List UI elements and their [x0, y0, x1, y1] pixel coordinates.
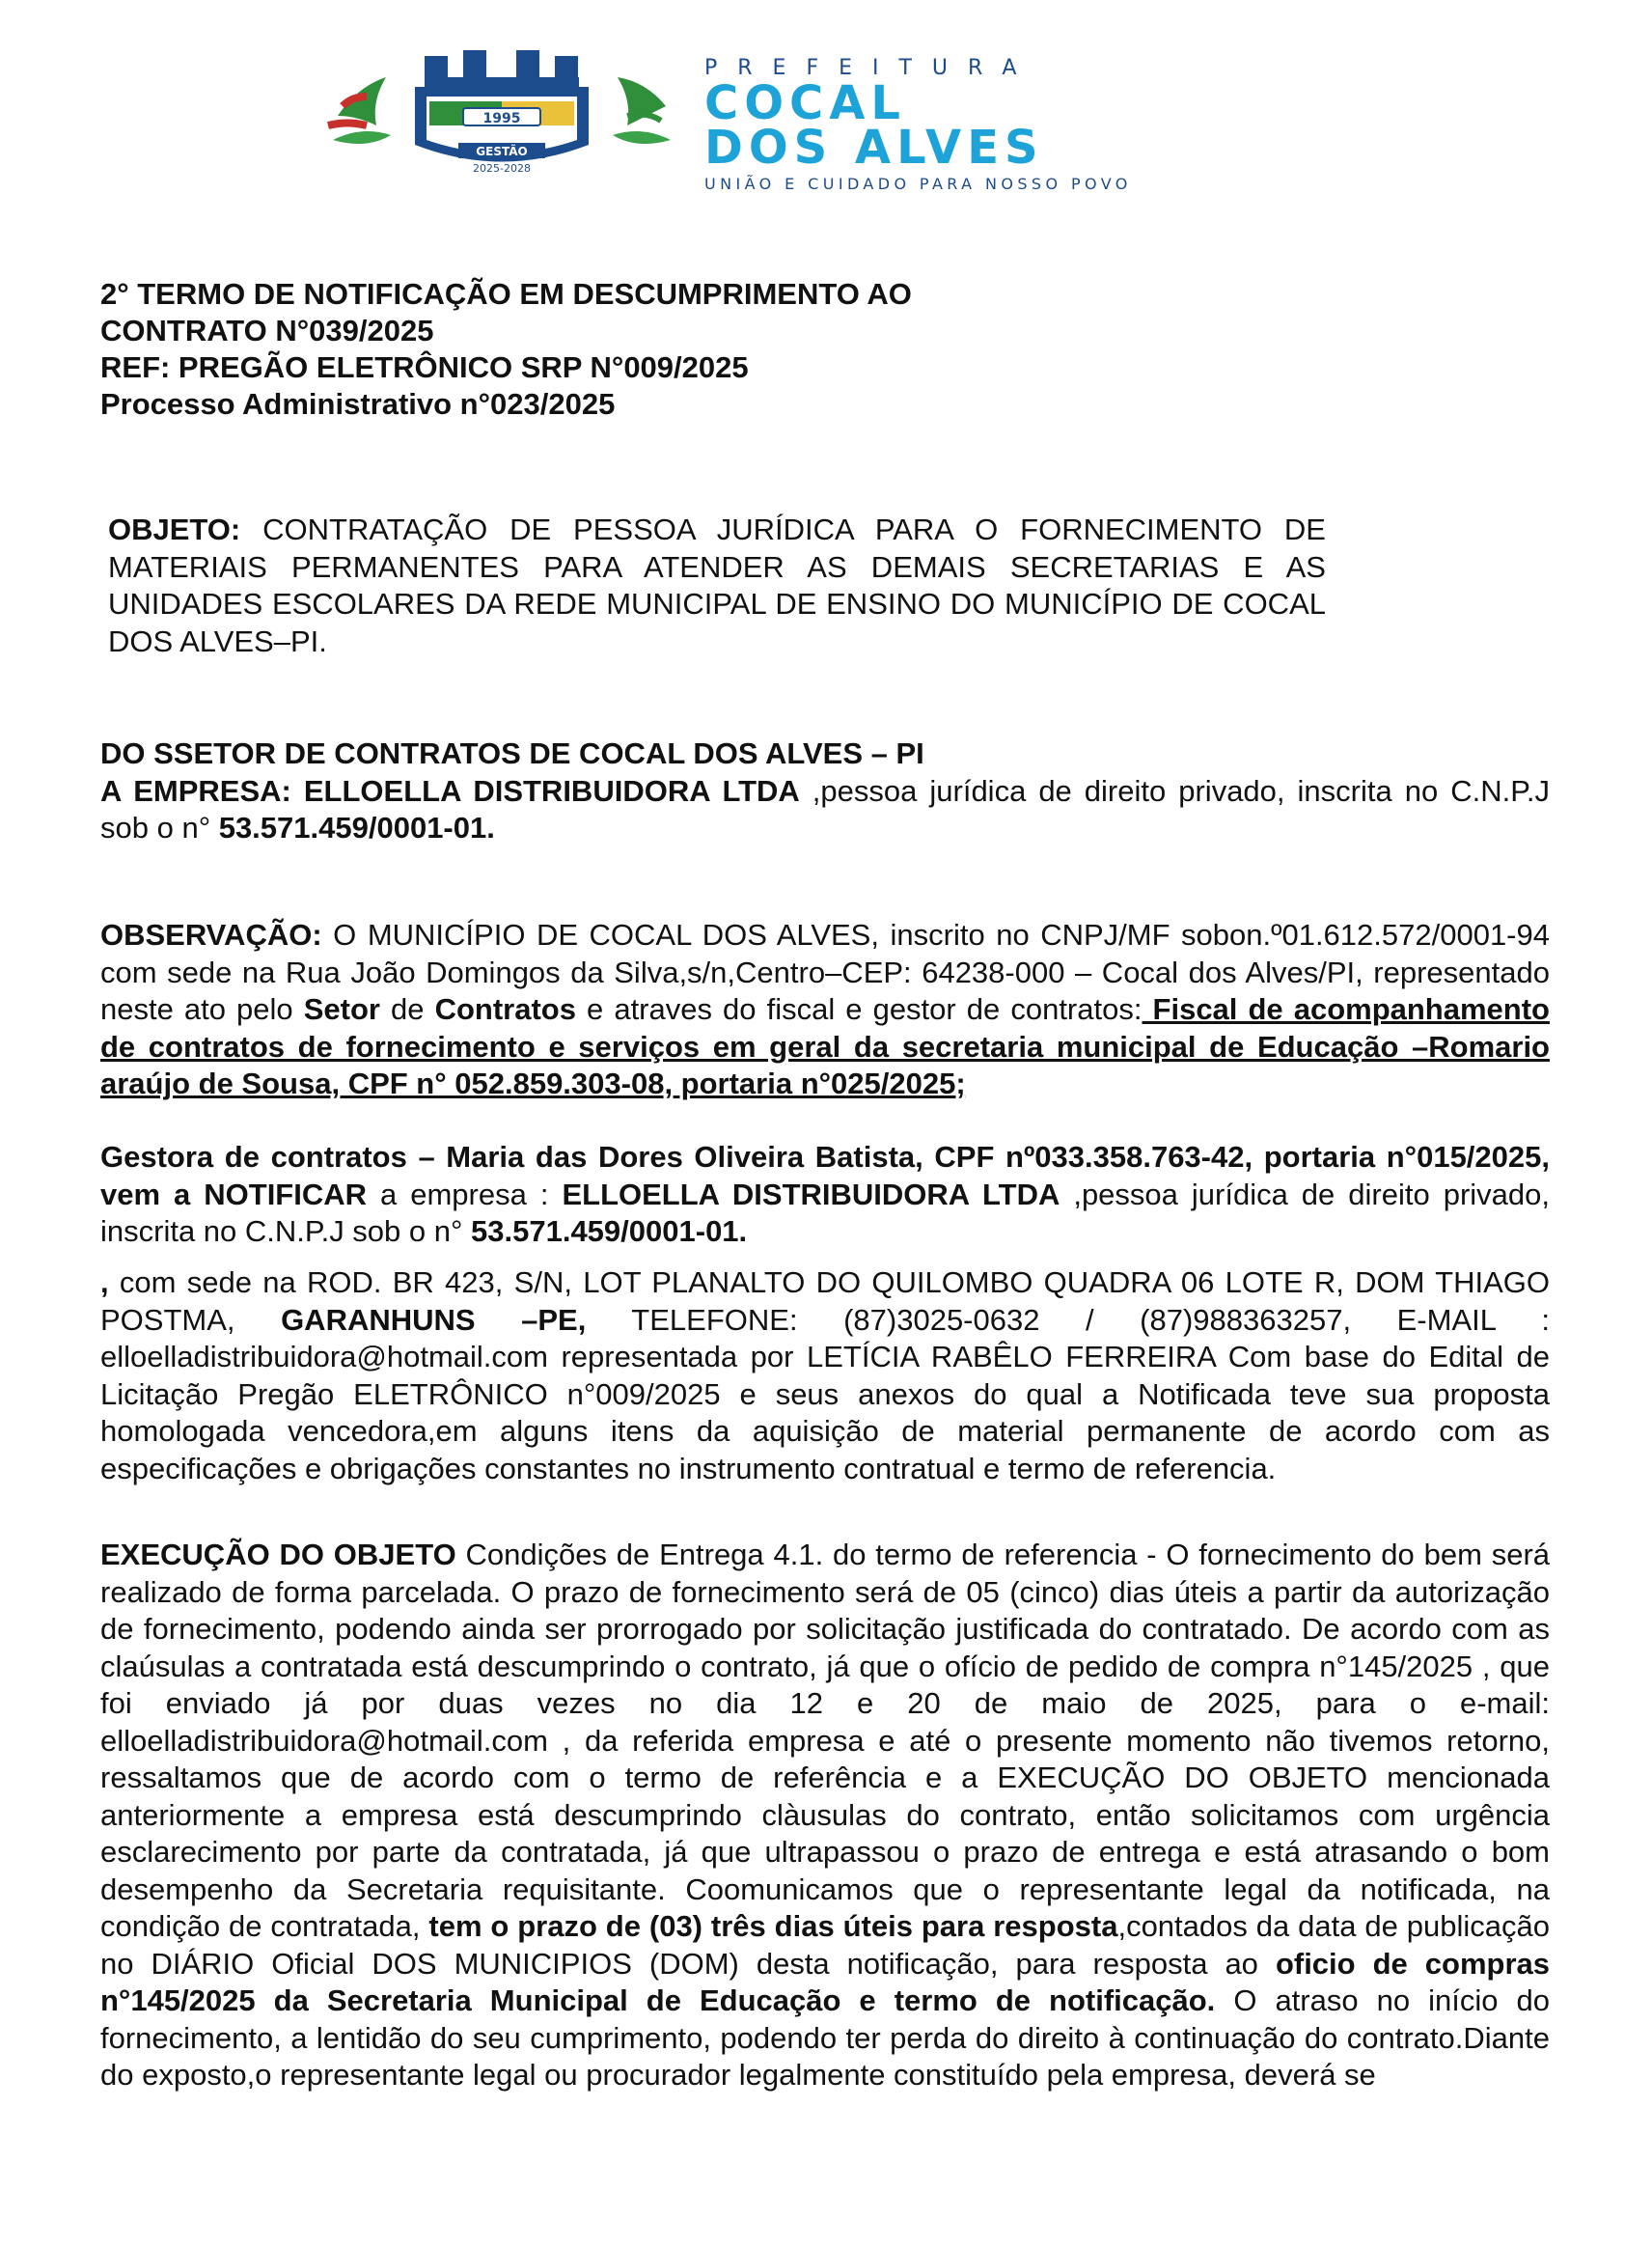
brand-wordmark	[704, 56, 1361, 193]
empresa-line: A EMPRESA: ELLOELLA DISTRIBUIDORA LTDA ,pessoa jurídica de direito privado, inscrita no C.N.P.J sob o n° 53.571.459/0001-01.	[100, 773, 1550, 845]
brand-prefix: PREFEITURA	[704, 56, 1037, 80]
crest-period: 2025-2028	[473, 162, 531, 175]
title-line-4: Processo Administrativo n°023/2025	[100, 387, 616, 421]
brand-slogan: UNIÃO E CUIDADO PARA NOSSO POVO	[704, 175, 1132, 193]
castle-towers-icon	[425, 50, 579, 87]
sede-city: GARANHUNS –PE,	[281, 1302, 587, 1337]
execucao-label: EXECUÇÃO DO OBJETO	[100, 1538, 456, 1571]
brand-line-2: DOS ALVES	[704, 121, 1044, 175]
title-line-3: REF: PREGÃO ELETRÔNICO SRP N°009/2025	[100, 350, 749, 384]
objeto-paragraph	[100, 512, 1326, 660]
gestora-label: Gestora de contratos – Maria das Dores Oliveira Batista, CPF nº033.358.763-42, portaria n°015/2025, vem a NOTIFICAR	[100, 1140, 1550, 1211]
notice-title	[100, 276, 1550, 423]
objeto-label: OBJETO:	[108, 513, 241, 546]
setor-paragraph	[100, 735, 1550, 847]
crest-emblem	[318, 48, 685, 179]
crest-year: 1995	[482, 111, 521, 126]
crest-gestao: GESTÃO	[476, 145, 528, 158]
fiscal-reference: Fiscal de acompanhamento de contratos de fornecimento e serviços em geral da secretaria municipal de Educação –Romario araújo de Sousa, CPF n° 052.859.303-08, portaria n°025/2025;	[100, 992, 1550, 1100]
observacao-label: OBSERVAÇÃO:	[100, 918, 322, 952]
header-logo	[318, 48, 1361, 193]
right-plant-icon	[613, 77, 671, 144]
brand-line-1: COCAL	[704, 76, 906, 130]
objeto-text: CONTRATAÇÃO DE PESSOA JURÍDICA PARA O FORNECIMENTO DE MATERIAIS PERMANENTES PARA ATENDER AS DEMAIS SECRETARIAS E AS UNIDADES ESCOLARES DA REDE MUNICIPAL DE ENSINO DO MUNICÍPIO DE COCAL DOS ALVES–PI.	[108, 513, 1326, 658]
empresa-cnpj: 53.571.459/0001-01.	[218, 811, 495, 845]
sede-paragraph: , com sede na ROD. BR 423, S/N, LOT PLANALTO DO QUILOMBO QUADRA 06 LOTE R, DOM THIAGO POSTMA, GARANHUNS –PE, TELEFONE: (87)3025-0632 / (87)988363257, E-MAIL : elloelladistribuidora@hotmail.com representada por LETÍCIA RABÊLO FERREIRA Com base do Edital de Licitação Pregão ELETRÔNICO n°009/2025 e seus anexos do qual a Notificada teve sua proposta homologada vencedora,em alguns itens da aquisição de material permanente de acordo com as especificações e obrigações constantes no instrumento contratual e termo de referencia.	[100, 1265, 1550, 1485]
left-plant-icon	[328, 77, 391, 144]
observacao-paragraph: OBSERVAÇÃO: O MUNICÍPIO DE COCAL DOS ALVES, inscrito no CNPJ/MF sobon.º01.612.572/0001-94 com sede na Rua João Domingos da Silva,s/n,Centro–CEP: 64238-000 – Cocal dos Alves/PI, representado neste ato pelo Setor de Contratos e atraves do fiscal e gestor de contratos: Fiscal de acompanhamento de contratos de fornecimento e serviços em geral da secretaria municipal de Educação –Romario araújo de Sousa, CPF n° 052.859.303-08, portaria n°025/2025;	[100, 918, 1550, 1100]
setor-line: DO SSETOR DE CONTRATOS DE COCAL DOS ALVES – PI	[100, 736, 924, 770]
empresa-label: A EMPRESA: ELLOELLA DISTRIBUIDORA LTDA	[100, 773, 800, 808]
gestora-paragraph: Gestora de contratos – Maria das Dores Oliveira Batista, CPF nº033.358.763-42, portaria n°015/2025, vem a NOTIFICAR a empresa : ELLOELLA DISTRIBUIDORA LTDA ,pessoa jurídica de direito privado, inscrita no C.N.P.J sob o n° 53.571.459/0001-01.	[100, 1140, 1550, 1248]
title-line-1: 2° TERMO DE NOTIFICAÇÃO EM DESCUMPRIMENTO AO	[100, 277, 912, 311]
title-line-2: CONTRATO N°039/2025	[100, 314, 434, 347]
execucao-paragraph: EXECUÇÃO DO OBJETO Condições de Entrega 4.1. do termo de referencia - O fornecimento do bem será realizado de forma parcelada. O prazo de fornecimento será de 05 (cinco) dias úteis a partir da autorização de fornecimento, podendo ainda ser prorrogado por solicitação justificada do contratado. De acordo com as claúsulas a contratada está descumprindo o contrato, já que o ofício de pedido de compra n°145/2025 , que foi enviado já por duas vezes no dia 12 e 20 de maio de 2025, para o e-mail: elloelladistribuidora@hotmail.com , da referida empresa e até o presente momento não tivemos retorno, ressaltamos que de acordo com o termo de referência e a EXECUÇÃO DO OBJETO mencionada anteriormente a empresa está descumprindo clàusulas do contrato, então solicitamos com urgência esclarecimento por parte da contratada, já que ultrapassou o prazo de entrega e está atrasando o bom desempenho da Secretaria requisitante. Coomunicamos que o representante legal da notificada, na condição de contratada, tem o prazo de (03) três dias úteis para resposta,contados da data de publicação no DIÁRIO Oficial DOS MUNICIPIOS (DOM) desta notificação, para resposta ao oficio de compras n°145/2025 da Secretaria Municipal de Educação e termo de notificação. O atraso no início do fornecimento, a lentidão do seu cumprimento, podendo ter perda do direito à continuação do contrato.Diante do exposto,o representante legal ou procurador legalmente constituído pela empresa, deverá se	[100, 1538, 1551, 2092]
